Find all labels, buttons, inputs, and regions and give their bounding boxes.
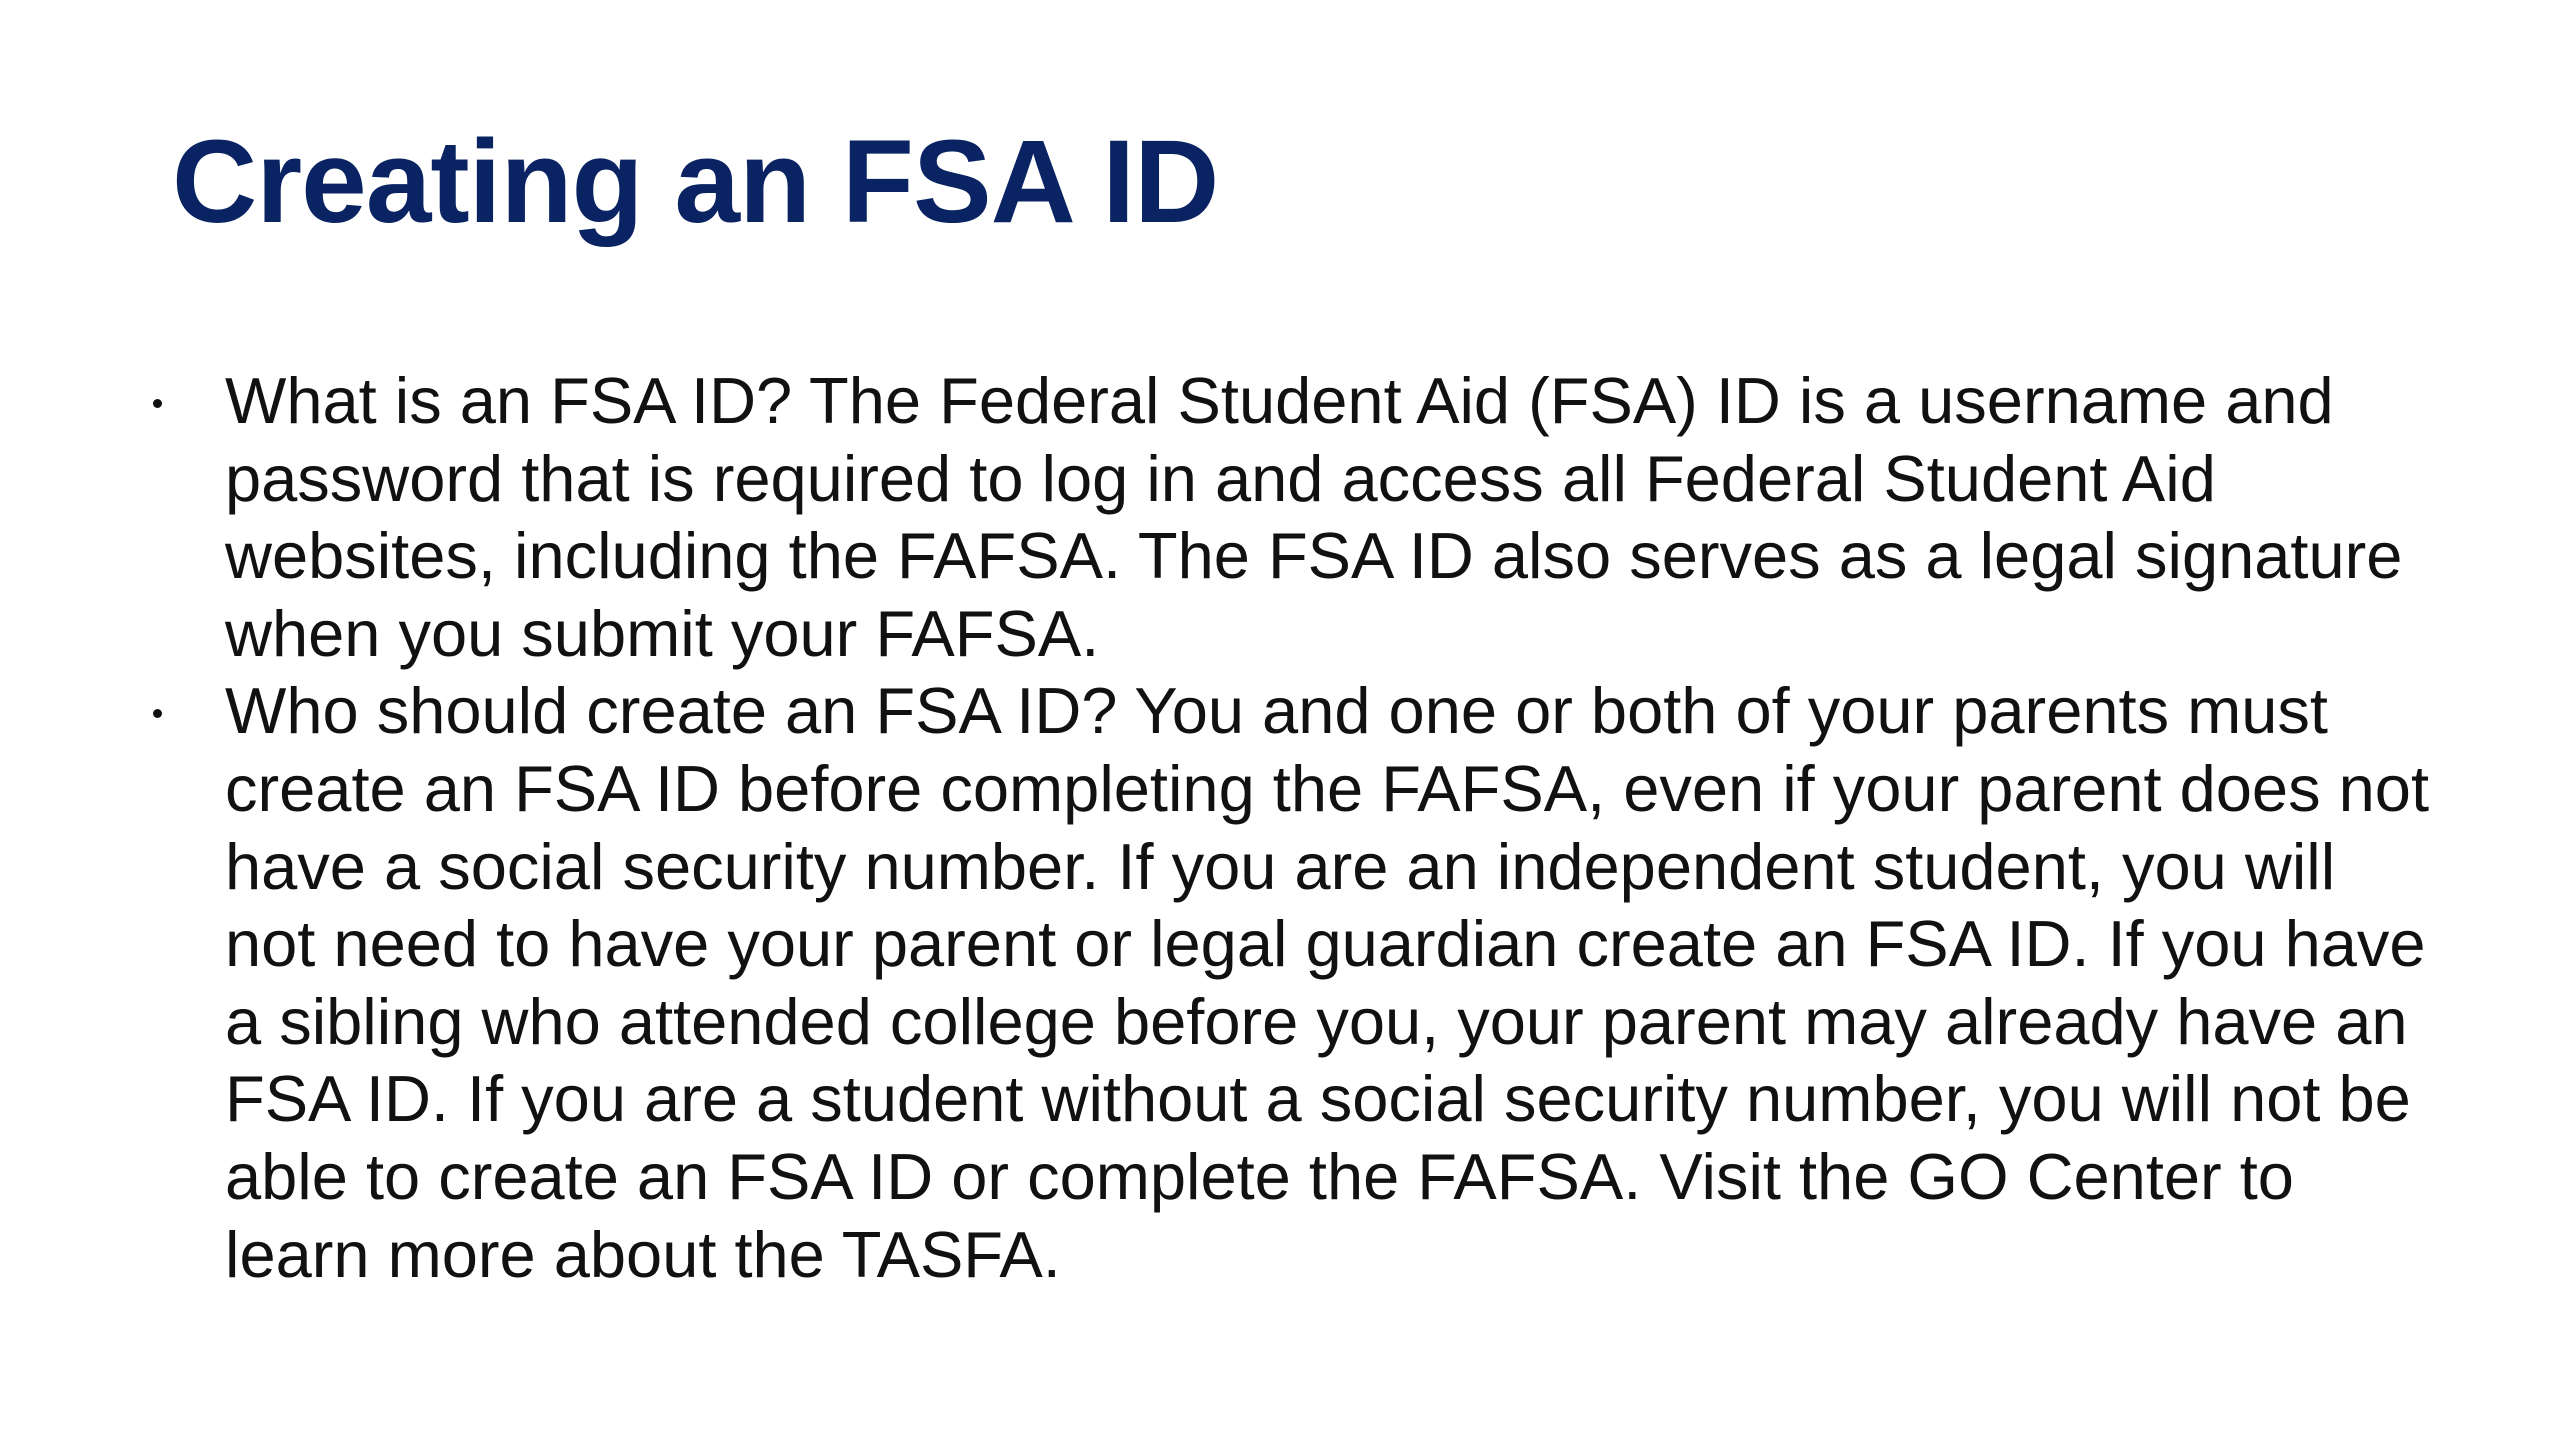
bullet-text-line: Who should create an FSA ID? You and one or both of your parents must [225,674,2328,748]
bullet-text-line: create an FSA ID before completing the FAFSA, even if your parent does not [225,751,2430,825]
bullet-item-who-should-create [0,672,2560,1293]
bullet-text-line: learn more about the TASFA. [225,1217,1061,1291]
bullet-item-fsa-id-definition [0,362,2560,672]
bullet-text-line: FSA ID. If you are a student without a social security number, you will not be [225,1062,2411,1136]
bullet-text-line: not need to have your parent or legal guardian create an FSA ID. If you have [225,907,2426,981]
bullet-text-line: a sibling who attended college before you, your parent may already have an [225,984,2408,1058]
bullet-text-line: able to create an FSA ID or complete the FAFSA. Visit the GO Center to [225,1139,2294,1213]
bullet-dot-icon [153,709,162,718]
bullet-text-line: websites, including the FAFSA. The FSA ID also serves as a legal signature [225,519,2403,593]
bullet-text [225,362,2460,672]
slide-title: Creating an FSA ID [172,116,1219,248]
bullet-dot-icon [153,399,162,408]
bullet-text-line: What is an FSA ID? The Federal Student Aid (FSA) ID is a username and [225,364,2334,437]
bullet-text [225,672,2460,1293]
bullet-list [0,362,2560,1293]
bullet-text-line: have a social security number. If you are an independent student, you will [225,829,2336,903]
bullet-text-line: password that is required to log in and access all Federal Student Aid [225,441,2216,515]
bullet-text-line: when you submit your FAFSA. [225,596,1100,670]
